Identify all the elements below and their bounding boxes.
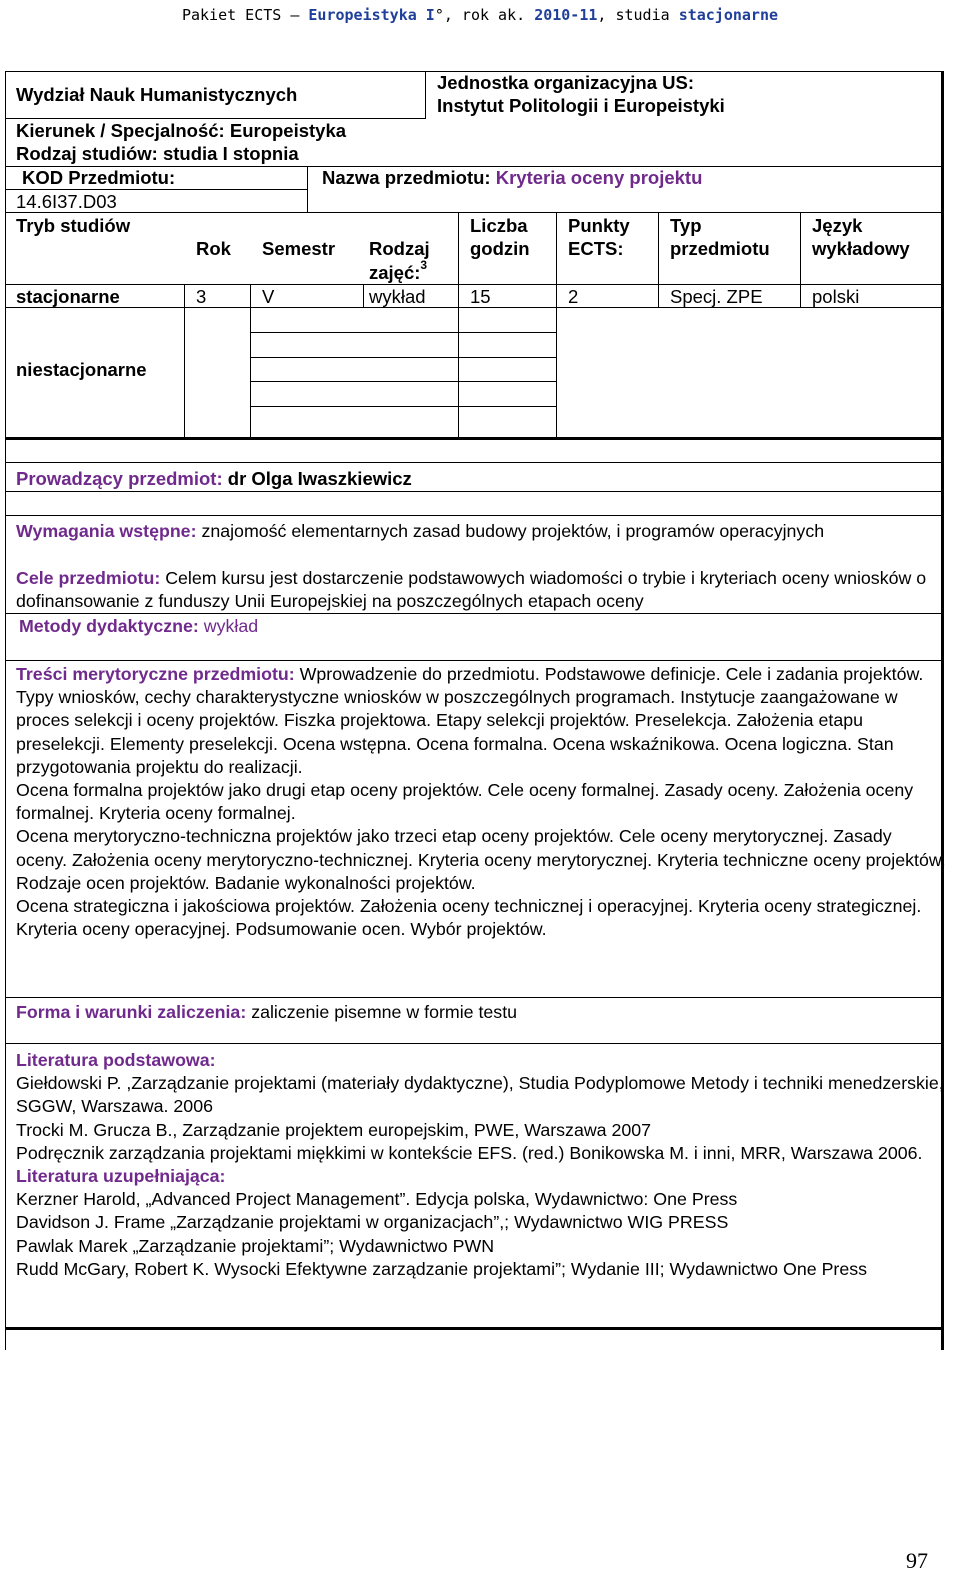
row-fulltime-semester: V [262,286,275,307]
col-header-course-type: Typ [670,215,702,236]
course-code-value: 14.6I37.D03 [16,191,117,212]
col-header-ects-2: ECTS: [568,238,624,259]
institute-name: Instytut Politologii i Europeistyki [437,95,725,116]
course-code-label: KOD Przedmiotu: [22,167,176,188]
row-fulltime-language: polski [812,286,860,307]
row-fulltime-mode: stacjonarne [16,286,120,307]
org-unit-label: Jednostka organizacyjna US: [437,72,695,93]
row-fulltime-ects: 2 [568,286,579,307]
page-header: Pakiet ECTS – Europeistyka I°, rok ak. 2010-11, studia stacjonarne [181,6,779,24]
contents-paragraph: Ocena strategiczna i jakościowa projektów. Założenia oceny technicznej i operacyjnej. Kryteria oceny strategicznej. Kryteria oceny operacyjnej. Podsumowanie ocen. Wybór projektów. [16,896,922,940]
supplementary-literature-heading: Literatura uzupełniająca: [16,1166,226,1187]
col-header-language-2: wykładowy [812,238,910,259]
col-header-ects: Punkty [568,215,630,236]
col-header-class-type-2: zajęć:$^3$ [369,258,428,284]
faculty-name: Wydział Nauk Humanistycznych [16,84,298,105]
course-name: Nazwa przedmiotu: Kryteria oceny projektu [322,167,703,188]
literature-item: Davidson J. Frame „Zarządzanie projektami w organizacjach”,; Wydawnictwo WIG PRESS [16,1212,729,1233]
col-header-semester: Semestr [262,238,336,259]
field-of-study: Kierunek / Specjalność: Europeistyka [16,120,347,141]
literature-item: Trocki M. Grucza B., Zarządzanie projektem europejskim, PWE, Warszawa 2007 [16,1119,652,1140]
contents-paragraph: Ocena merytoryczno-techniczna projektów jako trzeci etap oceny projektów. Cele oceny merytorycznej. Zasady oceny. Założenia oceny merytoryczno-technicznej. Kryteria oceny merytorycznej. Kryteria techniczne oceny projektów. Rodzaje ocen projektów. Badanie wykonalności projektów. [16,826,946,893]
course-contents [16,663,946,941]
lecturer: Prowadzący przedmiot: dr Olga Iwaszkiewicz [16,468,412,489]
contents-intro: Treści merytoryczne przedmiotu: Wprowadzenie do przedmiotu. Podstawowe definicje. Cele i zadania projektów. Typy wniosków, cechy charakterystyczne wniosków w poszczególnych programach. Instytucje zaangażowane w proces selekcji i oceny projektów. Fiszka projektowa. Etapy selekcji projektów. Preselekcja. Założenia etapu preselekcji. Elementy preselekcji. Ocena wstępna. Ocena formalna. Ocena wskaźnikowa. Ocena logiczna. Stan przygotowania projektu do realizacji. [16,664,924,777]
literature-item: Kerzner Harold, „Advanced Project Management”. Edycja polska, Wydawnictwo: One Press [16,1189,738,1210]
col-header-class-type: Rodzaj [369,238,430,259]
col-header-year: Rok [196,238,231,259]
literature-item: Rudd McGary, Robert K. Wysocki Efektywne zarządzanie projektami”; Wydanie III; Wydawnictwo One Press [16,1258,868,1279]
assessment-section: Forma i warunki zaliczenia: zaliczenie pisemne w formie testu [16,1002,518,1022]
col-header-hours: Liczba [470,215,528,236]
col-header-course-type-2: przedmiotu [670,238,770,259]
literature-item: Giełdowski P. ,Zarządzanie projektami (materiały dydaktyczne), Studia Podyplomowe Metody i techniki menedzerskie, SGGW, Warszawa. 2006 [16,1073,944,1117]
requirements-section: Wymagania wstępne: znajomość elementarnych zasad budowy projektów, i programów operacyjnych [16,521,825,541]
contents-paragraph: Ocena formalna projektów jako drugi etap oceny projektów. Cele oceny formalnej. Zasady oceny. Założenia oceny formalnej. Kryteria oceny formalnej. [16,780,914,824]
literature-item: Podręcznik zarządzania projektami miękkimi w kontekście EFS. (red.) Bonikowska M. i inni, MRR, Warszawa 2006. [16,1142,923,1163]
col-header-mode: Tryb studiów [16,215,131,236]
literature-item: Pawlak Marek „Zarządzanie projektami”; Wydawnictwo PWN [16,1235,495,1256]
col-header-hours-2: godzin [470,238,530,259]
literature-section [16,1049,946,1281]
row-fulltime-class-type: wykład [369,286,426,307]
goals-section: Cele przedmiotu: Celem kursu jest dostarczenie podstawowych wiadomości o trybie i kryteriach oceny wniosków o dofinansowanie z funduszy Unii Europejskiej na poszczególnych etapach oceny [16,568,927,612]
row-parttime-mode: niestacjonarne [16,359,147,380]
methods-section: Metody dydaktyczne: wykład [19,616,259,636]
basic-literature-heading: Literatura podstawowa: [16,1050,216,1070]
study-type: Rodzaj studiów: studia I stopnia [16,143,299,164]
page-number: 97 [906,1548,928,1573]
col-header-language: Język [812,215,863,236]
row-fulltime-year: 3 [196,286,207,307]
row-fulltime-course-type: Specj. ZPE [670,286,763,307]
row-fulltime-hours: 15 [470,286,491,307]
